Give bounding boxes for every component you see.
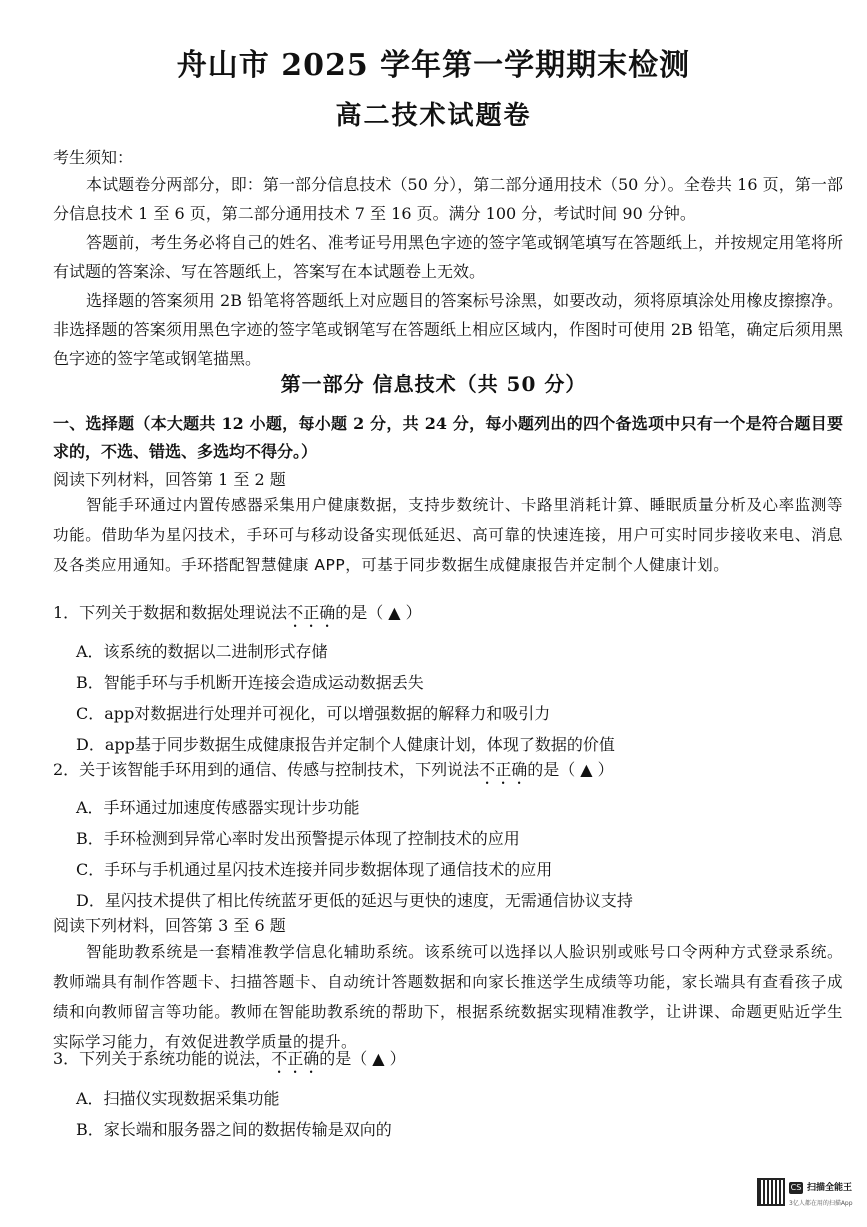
q1-option-c: C．app对数据进行处理并可视化，可以增强数据的解释力和吸引力 bbox=[76, 704, 551, 723]
q1-option-b: B．智能手环与手机断开连接会造成运动数据丢失 bbox=[76, 673, 424, 692]
q2-option-b: B．手环检测到异常心率时发出预警提示体现了控制技术的应用 bbox=[76, 829, 520, 848]
notice-heading: 考生须知： bbox=[53, 148, 134, 167]
q1-option-d: D．app基于同步数据生成健康报告并定制个人健康计划，体现了数据的价值 bbox=[76, 735, 615, 754]
read-note-2: 阅读下列材料，回答第 3 至 6 题 bbox=[53, 916, 286, 935]
question-2 bbox=[53, 757, 614, 788]
question-3-suffix: 的是（ ▲ ） bbox=[319, 1049, 406, 1068]
question-2-emphasis: 不正确 bbox=[479, 760, 528, 779]
camscanner-logo-icon: CS bbox=[790, 1183, 802, 1192]
notice-paragraph-3: 选择题的答案须用 2B 铅笔将答题纸上对应题目的答案标号涂黑，如要改动，须将原填涂处用橡皮擦擦净。非选择题的答案须用黑色字迹的签字笔或钢笔写在答题纸上相应区域内，作图时可使用 2B 铅笔，确定后须用黑色字迹的签字笔或钢笔描黑。 bbox=[53, 291, 843, 368]
q1-option-a: A．该系统的数据以二进制形式存储 bbox=[76, 642, 328, 661]
q2-option-a: A．手环通过加速度传感器实现计步功能 bbox=[76, 798, 360, 817]
question-2-prefix: 2．关于该智能手环用到的通信、传感与控制技术，下列说法 bbox=[53, 760, 480, 779]
exam-title: 舟山市 2025 学年第一学期期末检测 bbox=[176, 48, 691, 83]
watermark-tagline: 3亿人都在用的扫描App bbox=[789, 1200, 853, 1207]
watermark-name: 扫描全能王 bbox=[807, 1183, 853, 1193]
question-1-suffix: 的是（ ▲ ） bbox=[335, 603, 422, 622]
q2-option-c: C．手环与手机通过星闪技术连接并同步数据体现了通信技术的应用 bbox=[76, 860, 553, 879]
question-3-prefix: 3．下列关于系统功能的说法， bbox=[53, 1049, 272, 1068]
notice-paragraph-2: 答题前，考生务必将自己的姓名、准考证号用黑色字迹的签字笔或钢笔填写在答题纸上，并按规定用笔将所有试题的答案涂、写在答题纸上，答案写在本试题卷上无效。 bbox=[53, 233, 843, 281]
question-1 bbox=[53, 600, 422, 631]
question-3 bbox=[53, 1046, 406, 1077]
question-2-suffix: 的是（ ▲ ） bbox=[527, 760, 614, 779]
section-title: 第一部分 信息技术（共 50 分） bbox=[280, 372, 587, 396]
q3-option-a: A．扫描仪实现数据采集功能 bbox=[76, 1089, 280, 1108]
q3-option-b: B．家长端和服务器之间的数据传输是双向的 bbox=[76, 1120, 392, 1139]
read-note-1: 阅读下列材料，回答第 1 至 2 题 bbox=[53, 470, 286, 489]
question-3-emphasis: 不正确 bbox=[271, 1049, 320, 1068]
q2-option-d: D．星闪技术提供了相比传统蓝牙更低的延迟与更快的速度，无需通信协议支持 bbox=[76, 891, 633, 910]
material-1: 智能手环通过内置传感器采集用户健康数据，支持步数统计、卡路里消耗计算、睡眠质量分析及心率监测等功能。借助华为星闪技术，手环可与移动设备实现低延迟、高可靠的快速连接，用户可实时同步接收来电、消息及各类应用通知。手环搭配智慧健康 APP，可基于同步数据生成健康报告并定制个人健康计划。 bbox=[53, 496, 843, 574]
scanner-watermark bbox=[757, 1176, 857, 1220]
question-1-prefix: 1．下列关于数据和数据处理说法 bbox=[53, 603, 288, 622]
question-1-emphasis: 不正确 bbox=[287, 603, 336, 622]
part-heading: 一、选择题（本大题共 12 小题，每小题 2 分，共 24 分，每小题列出的四个备选项中只有一个是符合题目要求的，不选、错选、多选均不得分。） bbox=[53, 414, 843, 461]
notice-paragraph-1: 本试题卷分两部分，即：第一部分信息技术（50 分），第二部分通用技术（50 分）。全卷共 16 页，第一部分信息技术 1 至 6 页，第二部分通用技术 7 至 16 页。满分 100 分，考试时间 90 分钟。 bbox=[53, 175, 843, 223]
qr-code-icon bbox=[757, 1178, 785, 1206]
exam-subtitle: 高二技术试题卷 bbox=[335, 101, 532, 131]
material-2: 智能助教系统是一套精准教学信息化辅助系统。该系统可以选择以人脸识别或账号口令两种方式登录系统。教师端具有制作答题卡、扫描答题卡、自动统计答题数据和向家长推送学生成绩等功能，家长端具有查看孩子成绩和向教师留言等功能。教师在智能助教系统的帮助下，根据系统数据实现精准教学，让讲课、命题更贴近学生实际学习能力，有效促进教学质量的提升。 bbox=[53, 943, 843, 1051]
